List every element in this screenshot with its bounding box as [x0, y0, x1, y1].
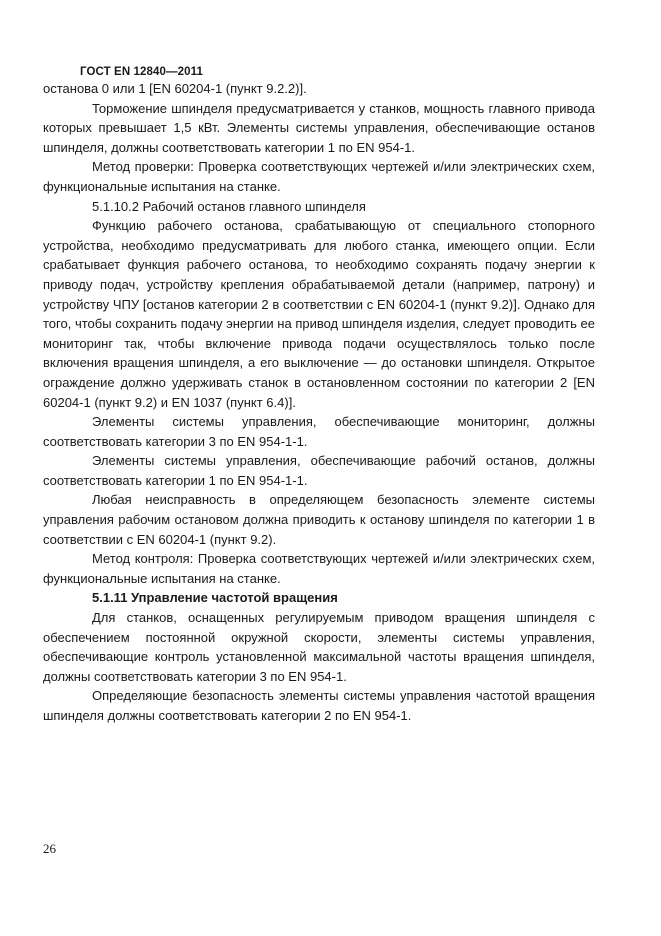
paragraph-speed-safety-elements: Определяющие безопасность элементы системы управления частотой вращения шпинделя должны соответствовать категории 2 по EN 954-1. — [43, 688, 595, 723]
page-number: 26 — [43, 841, 56, 856]
paragraph-monitoring-elements: Элементы системы управления, обеспечивающие мониторинг, должны соответствовать категории 3 по EN 954-1-1. — [43, 414, 595, 449]
section-heading-5-1-11: 5.1.11 Управление частотой вращения — [92, 590, 338, 606]
paragraph-operational-stop: Функцию рабочего останова, срабатывающую от специального стопорного устройства, необходимо предусматривать для любого станка, имеющего опции. Если срабатывает функция рабочего останова, то необходимо сохранять подачу энергии к приводу подач, устройству крепления обрабатываемой детали (например, патрону) и устройству ЧПУ [останов категории 2 в соответствии с EN 60204-1 (пункт 9.2)]. Однако для того, чтобы сохранить подачу энергии на привод шпинделя изделия, следует проводить ее мониторинг так, чтобы включение привода подачи осуществлялось только после включения вращения шпинделя, а его выключение — до остановки шпинделя. Открытое ограждение должно удерживать станок в остановленном состоянии по категории 2 [EN 60204-1 (пункт 9.2) и EN 1037 (пункт 6.4)]. — [43, 218, 595, 410]
body-text — [43, 79, 595, 726]
paragraph-continuation: останова 0 или 1 [EN 60204-1 (пункт 9.2.2)]. — [43, 81, 307, 96]
subsection-heading-5-1-10-2: 5.1.10.2 Рабочий останов главного шпинделя — [92, 198, 366, 214]
paragraph-speed-control: Для станков, оснащенных регулируемым приводом вращения шпинделя с обеспечением постоянной окружной скорости, элементы системы управления, обеспечивающие контроль установленной максимальной частоты вращения шпинделя, должны соответствовать категории 3 по EN 954-1. — [43, 610, 595, 684]
running-header: ГОСТ EN 12840—2011 — [80, 66, 203, 78]
paragraph-verification-method: Метод проверки: Проверка соответствующих чертежей и/или электрических схем, функциональные испытания на станке. — [43, 159, 595, 194]
paragraph-control-method: Метод контроля: Проверка соответствующих чертежей и/или электрических схем, функциональные испытания на станке. — [43, 551, 595, 586]
paragraph-any-fault: Любая неисправность в определяющем безопасность элементе системы управления рабочим остановом должна приводить к останову шпинделя по категории 1 в соответствии с EN 60204-1 (пункт 9.2). — [43, 492, 595, 547]
paragraph-stop-elements: Элементы системы управления, обеспечивающие рабочий останов, должны соответствовать категории 1 по EN 954-1-1. — [43, 453, 595, 488]
paragraph-spindle-braking: Торможение шпинделя предусматривается у станков, мощность главного привода которых превышает 1,5 кВт. Элементы системы управления, обеспечивающие останов шпинделя, должны соответствовать категории 1 по EN 954-1. — [43, 100, 595, 155]
